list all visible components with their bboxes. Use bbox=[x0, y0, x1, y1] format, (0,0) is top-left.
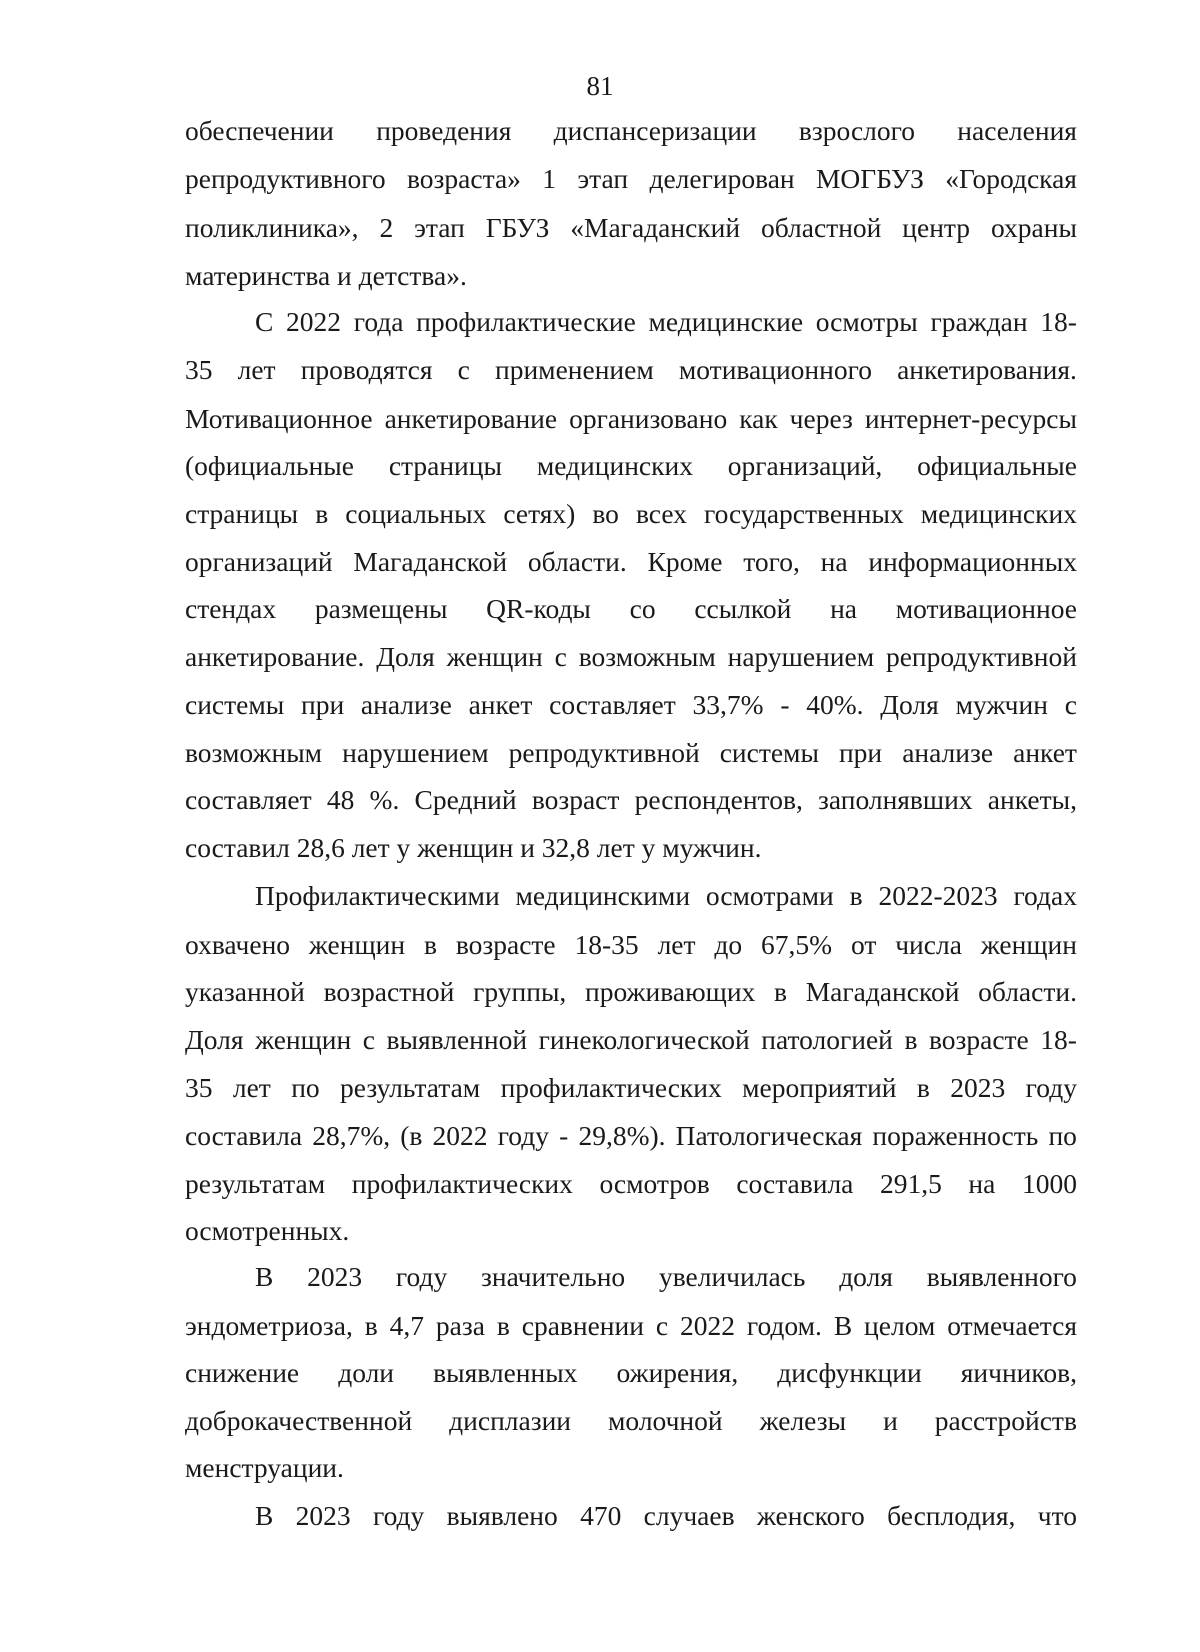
word: через bbox=[789, 403, 853, 434]
word: анализе bbox=[902, 737, 994, 768]
word: пораженность bbox=[872, 1120, 1039, 1151]
word: 2022 bbox=[286, 306, 342, 337]
word: Мотивационное bbox=[185, 403, 373, 434]
word: медицинских bbox=[920, 498, 1077, 529]
word: что bbox=[1037, 1500, 1077, 1531]
text-line: составил 28,6 лет у женщин и 32,8 лет у мужчин. bbox=[185, 832, 762, 863]
word: на bbox=[830, 593, 858, 624]
word: репродуктивной bbox=[885, 641, 1077, 672]
word: взрослого bbox=[798, 115, 915, 146]
word: Кроме bbox=[647, 546, 723, 577]
word: проводятся bbox=[300, 354, 433, 385]
word: дисфункции bbox=[777, 1357, 922, 1388]
word: области. bbox=[978, 976, 1077, 1007]
word: репродуктивной bbox=[508, 737, 700, 768]
word: 4,7 bbox=[389, 1310, 425, 1341]
word: на bbox=[820, 546, 848, 577]
word: этап bbox=[414, 212, 465, 243]
word: мотивационного bbox=[678, 354, 872, 385]
word: женщин bbox=[255, 1024, 352, 1055]
word: в bbox=[849, 880, 863, 911]
text-line bbox=[185, 688, 1077, 722]
word: с bbox=[554, 641, 567, 672]
word: составила bbox=[185, 1120, 303, 1151]
word: 2023 bbox=[950, 1072, 1006, 1103]
word: ГБУЗ bbox=[485, 212, 550, 243]
text-line bbox=[185, 402, 1077, 436]
word: 2 bbox=[379, 212, 394, 243]
word: 2023 bbox=[307, 1261, 363, 1292]
word: охвачено bbox=[185, 929, 291, 960]
word: организаций, bbox=[727, 450, 883, 481]
word: возможным bbox=[185, 737, 323, 768]
word: сравнении bbox=[521, 1310, 644, 1341]
word: 48 bbox=[326, 784, 355, 815]
word: женского bbox=[756, 1500, 865, 1531]
word: как bbox=[739, 403, 778, 434]
word: годах bbox=[1013, 880, 1077, 911]
word: медицинскими bbox=[515, 880, 691, 911]
word: населения bbox=[957, 115, 1077, 146]
word: профилактических bbox=[351, 1168, 573, 1199]
word: и bbox=[883, 1405, 898, 1436]
word: нарушением bbox=[727, 641, 875, 672]
word: лет bbox=[232, 1072, 271, 1103]
word: «Городская bbox=[945, 163, 1077, 194]
word: применением bbox=[495, 354, 654, 385]
word: осмотры bbox=[815, 306, 918, 337]
word: в bbox=[916, 1072, 930, 1103]
word: до bbox=[714, 929, 743, 960]
word: указанной bbox=[185, 976, 305, 1007]
word: %. bbox=[369, 784, 400, 815]
word: проживающих bbox=[585, 976, 756, 1007]
text-line bbox=[185, 545, 1077, 579]
page-number: 81 bbox=[586, 71, 614, 101]
word: по bbox=[291, 1072, 320, 1103]
word: 18-35 bbox=[574, 929, 639, 960]
word: эндометриоза, bbox=[185, 1310, 353, 1341]
word: от bbox=[850, 929, 877, 960]
word: анкеты, bbox=[987, 784, 1077, 815]
word: Доля bbox=[376, 641, 435, 672]
word: Доля bbox=[880, 689, 939, 720]
word: с bbox=[1064, 689, 1077, 720]
word: 40%. bbox=[806, 689, 864, 720]
word: мотивационное bbox=[895, 593, 1077, 624]
word: году bbox=[395, 1261, 448, 1292]
word: проведения bbox=[376, 115, 512, 146]
word: году bbox=[373, 1500, 425, 1531]
word: доброкачественной bbox=[185, 1405, 413, 1436]
word: 33,7% bbox=[692, 689, 764, 720]
text-line bbox=[185, 1023, 1077, 1057]
word: анкетирования. bbox=[897, 354, 1077, 385]
word: расстройств bbox=[934, 1405, 1077, 1436]
word: организовано bbox=[569, 403, 728, 434]
text-line bbox=[185, 783, 1077, 817]
word: при bbox=[300, 689, 345, 720]
word: увеличилась bbox=[658, 1261, 806, 1292]
word: Доля bbox=[185, 1024, 244, 1055]
word: QR-коды bbox=[486, 593, 591, 624]
word: анкет bbox=[1013, 737, 1077, 768]
word: С bbox=[255, 306, 274, 337]
word: Патологическая bbox=[675, 1120, 863, 1151]
text-line bbox=[185, 736, 1077, 770]
word: яичников, bbox=[960, 1357, 1077, 1388]
word: - bbox=[559, 1120, 569, 1151]
word: В bbox=[833, 1310, 853, 1341]
word: анкет bbox=[468, 689, 533, 720]
word: в bbox=[774, 976, 787, 1007]
word: того, bbox=[743, 546, 800, 577]
word: по bbox=[1048, 1120, 1077, 1151]
text-line bbox=[185, 592, 1077, 626]
word: 470 bbox=[580, 1500, 622, 1531]
word: организаций bbox=[185, 546, 333, 577]
word: с bbox=[655, 1310, 669, 1341]
word: интернет-ресурсы bbox=[864, 403, 1077, 434]
word: информационных bbox=[868, 546, 1077, 577]
word: годом. bbox=[746, 1310, 822, 1341]
word: выявленных bbox=[433, 1357, 578, 1388]
text-line bbox=[185, 928, 1077, 962]
text-line bbox=[255, 1260, 1077, 1294]
text-line bbox=[185, 449, 1077, 483]
word: граждан bbox=[930, 306, 1028, 337]
text-line: менструации. bbox=[185, 1452, 344, 1483]
word: раза bbox=[435, 1310, 485, 1341]
word: осмотров bbox=[599, 1168, 710, 1199]
word: нарушением bbox=[342, 737, 489, 768]
text-line bbox=[185, 1071, 1077, 1105]
word: системы bbox=[185, 689, 285, 720]
word: женщин bbox=[308, 929, 406, 960]
word: 2022 bbox=[432, 1120, 488, 1151]
word: случаев bbox=[643, 1500, 735, 1531]
word: со bbox=[629, 593, 656, 624]
text-line: осмотренных. bbox=[185, 1215, 350, 1246]
word: составляет bbox=[549, 689, 676, 720]
text-line: материнства и детства». bbox=[185, 260, 467, 291]
word: женщин bbox=[980, 929, 1077, 960]
word: году bbox=[1025, 1072, 1077, 1103]
word: лет bbox=[657, 929, 696, 960]
word: размещены bbox=[314, 593, 448, 624]
word: на bbox=[968, 1168, 996, 1199]
word: стендах bbox=[185, 593, 277, 624]
word: (в bbox=[400, 1120, 423, 1151]
word: группы, bbox=[473, 976, 567, 1007]
word: 2022-2023 bbox=[878, 880, 998, 911]
word: всех bbox=[635, 498, 687, 529]
text-line bbox=[185, 211, 1077, 245]
word: Магаданской bbox=[805, 976, 960, 1007]
word: медицинские bbox=[648, 306, 804, 337]
word: респондентов, bbox=[634, 784, 803, 815]
text-line bbox=[185, 1404, 1077, 1438]
word: медицинских bbox=[536, 450, 693, 481]
word: обеспечении bbox=[185, 115, 334, 146]
word: 1 bbox=[542, 163, 557, 194]
word: анкетирование bbox=[384, 403, 558, 434]
word: 2022 bbox=[679, 1310, 735, 1341]
text-line bbox=[255, 305, 1077, 339]
text-line bbox=[185, 353, 1077, 387]
word: выявленной bbox=[386, 1024, 528, 1055]
word: возраста» bbox=[407, 163, 521, 194]
word: выявлено bbox=[446, 1500, 558, 1531]
text-line bbox=[185, 640, 1077, 674]
word: с bbox=[457, 354, 470, 385]
word: в bbox=[496, 1310, 510, 1341]
text-line bbox=[185, 975, 1077, 1009]
word: системы bbox=[719, 737, 819, 768]
word: снижение bbox=[185, 1357, 300, 1388]
word: в bbox=[423, 929, 437, 960]
word: в bbox=[364, 1310, 378, 1341]
word: возможным bbox=[578, 641, 716, 672]
word: страницы bbox=[185, 498, 299, 529]
word: диспансеризации bbox=[553, 115, 757, 146]
word: 291,5 bbox=[879, 1168, 942, 1199]
word: 29,8%). bbox=[578, 1120, 666, 1151]
word: этап bbox=[577, 163, 629, 194]
word: анализе bbox=[360, 689, 452, 720]
word: анкетирование. bbox=[185, 641, 365, 672]
word: гинекологической bbox=[538, 1024, 750, 1055]
word: - bbox=[780, 689, 790, 720]
word: года bbox=[353, 306, 404, 337]
word: поликлиника», bbox=[185, 212, 359, 243]
word: области. bbox=[527, 546, 627, 577]
word: В bbox=[255, 1261, 274, 1292]
word: 67,5% bbox=[761, 929, 833, 960]
word: В bbox=[255, 1500, 274, 1531]
word: составляет bbox=[185, 784, 312, 815]
word: официальные bbox=[917, 450, 1077, 481]
word: возрастной bbox=[323, 976, 455, 1007]
word: ожирения, bbox=[616, 1357, 739, 1388]
word: 35 bbox=[185, 354, 213, 385]
word: в bbox=[904, 1024, 918, 1055]
word: 18- bbox=[1040, 1024, 1077, 1055]
word: результатам bbox=[185, 1168, 326, 1199]
word: МОГБУЗ bbox=[815, 163, 924, 194]
word: бесплодия, bbox=[887, 1500, 1016, 1531]
word: году bbox=[497, 1120, 549, 1151]
word: сетях) bbox=[503, 498, 576, 529]
text-line bbox=[185, 1119, 1077, 1153]
word: 2023 bbox=[295, 1500, 351, 1531]
word: женщин bbox=[446, 641, 543, 672]
word: заполнявших bbox=[818, 784, 973, 815]
word: возрасте bbox=[928, 1024, 1029, 1055]
word: доля bbox=[839, 1261, 893, 1292]
word: репродуктивного bbox=[185, 163, 386, 194]
word: ссылкой bbox=[694, 593, 792, 624]
word: отмечается bbox=[947, 1310, 1077, 1341]
word: страницы bbox=[388, 450, 502, 481]
word: результатам bbox=[340, 1072, 481, 1103]
word: числа bbox=[895, 929, 962, 960]
word: дисплазии bbox=[449, 1405, 572, 1436]
text-line bbox=[185, 114, 1077, 148]
word: делегирован bbox=[649, 163, 795, 194]
word: во bbox=[592, 498, 619, 529]
word: выявленного bbox=[926, 1261, 1077, 1292]
text-line bbox=[185, 497, 1077, 531]
word: 1000 bbox=[1021, 1168, 1077, 1199]
word: осмотрами bbox=[705, 880, 834, 911]
text-line bbox=[255, 879, 1077, 913]
word: в bbox=[315, 498, 329, 529]
word: областной bbox=[760, 212, 882, 243]
word: «Магаданский bbox=[570, 212, 741, 243]
word: социальных bbox=[345, 498, 487, 529]
text-line bbox=[185, 1309, 1077, 1343]
word: целом bbox=[864, 1310, 936, 1341]
word: охраны bbox=[990, 212, 1077, 243]
word: железы bbox=[759, 1405, 847, 1436]
word: профилактические bbox=[416, 306, 636, 337]
word: профилактических bbox=[500, 1072, 722, 1103]
text-line bbox=[255, 1499, 1077, 1533]
word: Средний bbox=[414, 784, 517, 815]
word: значительно bbox=[480, 1261, 626, 1292]
text-line bbox=[185, 1356, 1077, 1390]
word: составила bbox=[736, 1168, 854, 1199]
word: Профилактическими bbox=[255, 880, 500, 911]
word: лет bbox=[237, 354, 276, 385]
word: (официальные bbox=[185, 450, 354, 481]
word: мероприятий bbox=[742, 1072, 897, 1103]
word: при bbox=[838, 737, 883, 768]
word: государственных bbox=[703, 498, 904, 529]
word: молочной bbox=[608, 1405, 723, 1436]
word: патологией bbox=[761, 1024, 893, 1055]
word: с bbox=[362, 1024, 375, 1055]
word: 18- bbox=[1040, 306, 1077, 337]
word: 35 bbox=[185, 1072, 213, 1103]
text-line bbox=[185, 1167, 1077, 1201]
text-line bbox=[185, 162, 1077, 196]
word: Магаданской bbox=[353, 546, 508, 577]
word: центр bbox=[902, 212, 971, 243]
word: возрасте bbox=[455, 929, 556, 960]
word: мужчин bbox=[955, 689, 1048, 720]
word: возраст bbox=[531, 784, 620, 815]
word: доли bbox=[338, 1357, 395, 1388]
word: 28,7%, bbox=[312, 1120, 391, 1151]
